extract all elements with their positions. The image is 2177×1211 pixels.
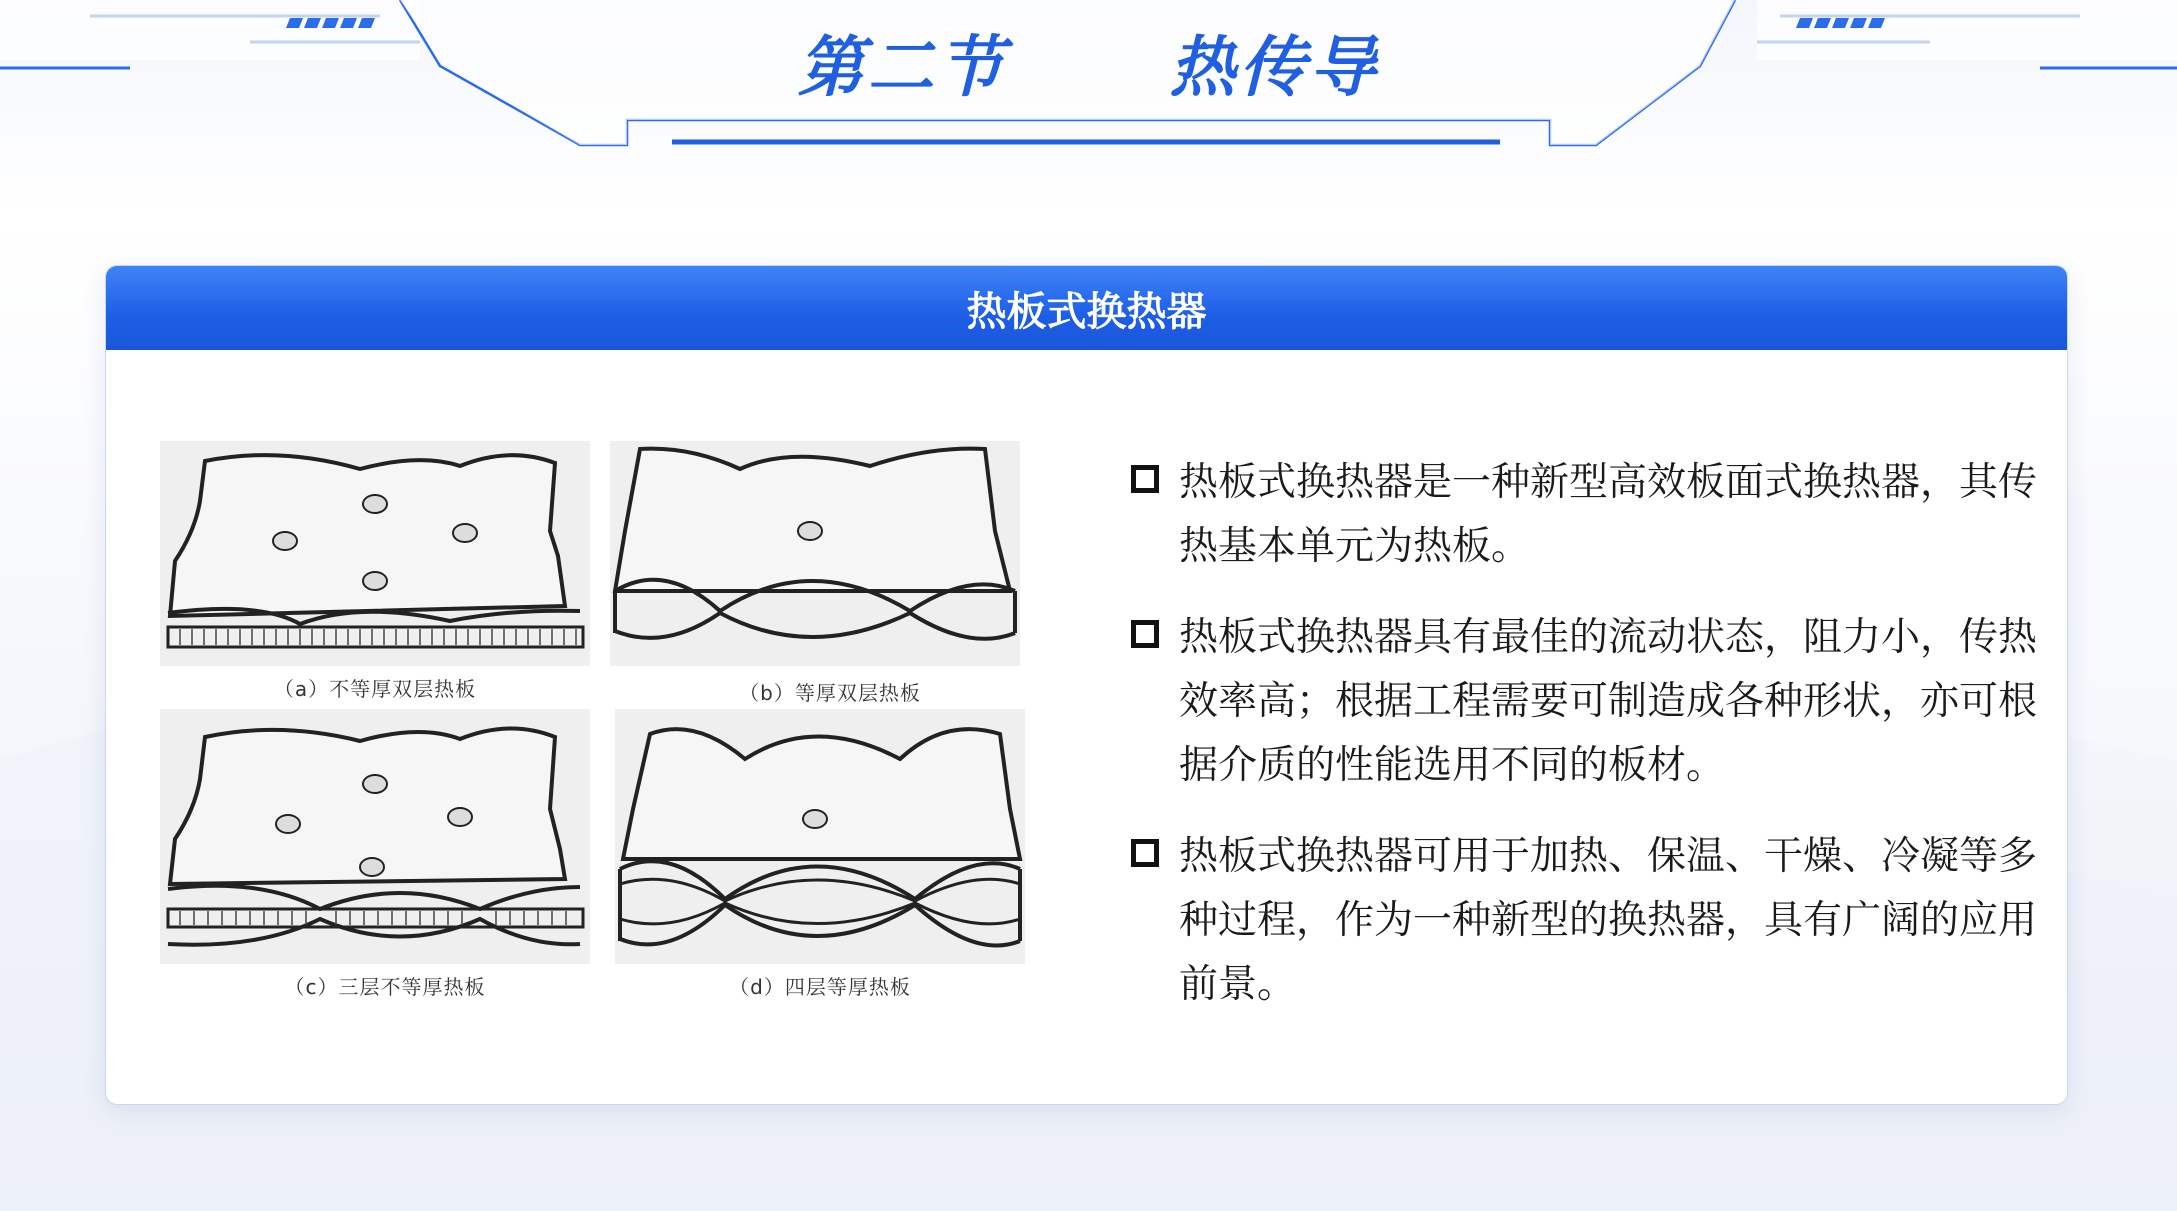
hot-plate-figure [160,441,1030,999]
bullet-item [1131,451,2051,579]
figure-panel-d [615,709,1025,999]
content-card [105,265,2068,1105]
bullet-text: 热板式换热器具有最佳的流动状态，阻力小，传热效率高；根据工程需要可制造成各种形状，亦可根据介质的性能选用不同的板材。 [1179,615,2038,788]
plate-diagram-a-image [160,441,590,666]
plate-diagram-d-image [615,709,1025,964]
bullet-text: 热板式换热器是一种新型高效板面式换热器，其传热基本单元为热板。 [1179,460,2038,569]
bullet-list [1131,451,2051,1044]
square-bullet-icon [1131,620,1159,648]
figure-panel-a [160,441,590,701]
bullet-text: 热板式换热器可用于加热、保温、干燥、冷凝等多种过程，作为一种新型的换热器，具有广阔的应用前景。 [1179,834,2038,1007]
plate-diagram-b-image [610,441,1020,666]
page-title: 第二节 热传导 [797,29,1380,106]
caption-d: （d）四层等厚热板 [729,975,911,999]
square-bullet-icon [1131,465,1159,493]
bullet-item [1131,825,2051,1017]
caption-b: （b）等厚双层热板 [739,681,921,705]
bullet-item [1131,606,2051,798]
caption-c: （c）三层不等厚热板 [284,975,486,999]
figure-panel-b [610,441,1020,705]
plate-diagram-c-image [160,709,590,964]
card-title-bar [106,266,2067,350]
caption-a: （a）不等厚双层热板 [273,677,477,701]
card-title: 热板式换热器 [966,288,1207,335]
square-bullet-icon [1131,839,1159,867]
figure-panel-c [160,709,590,999]
